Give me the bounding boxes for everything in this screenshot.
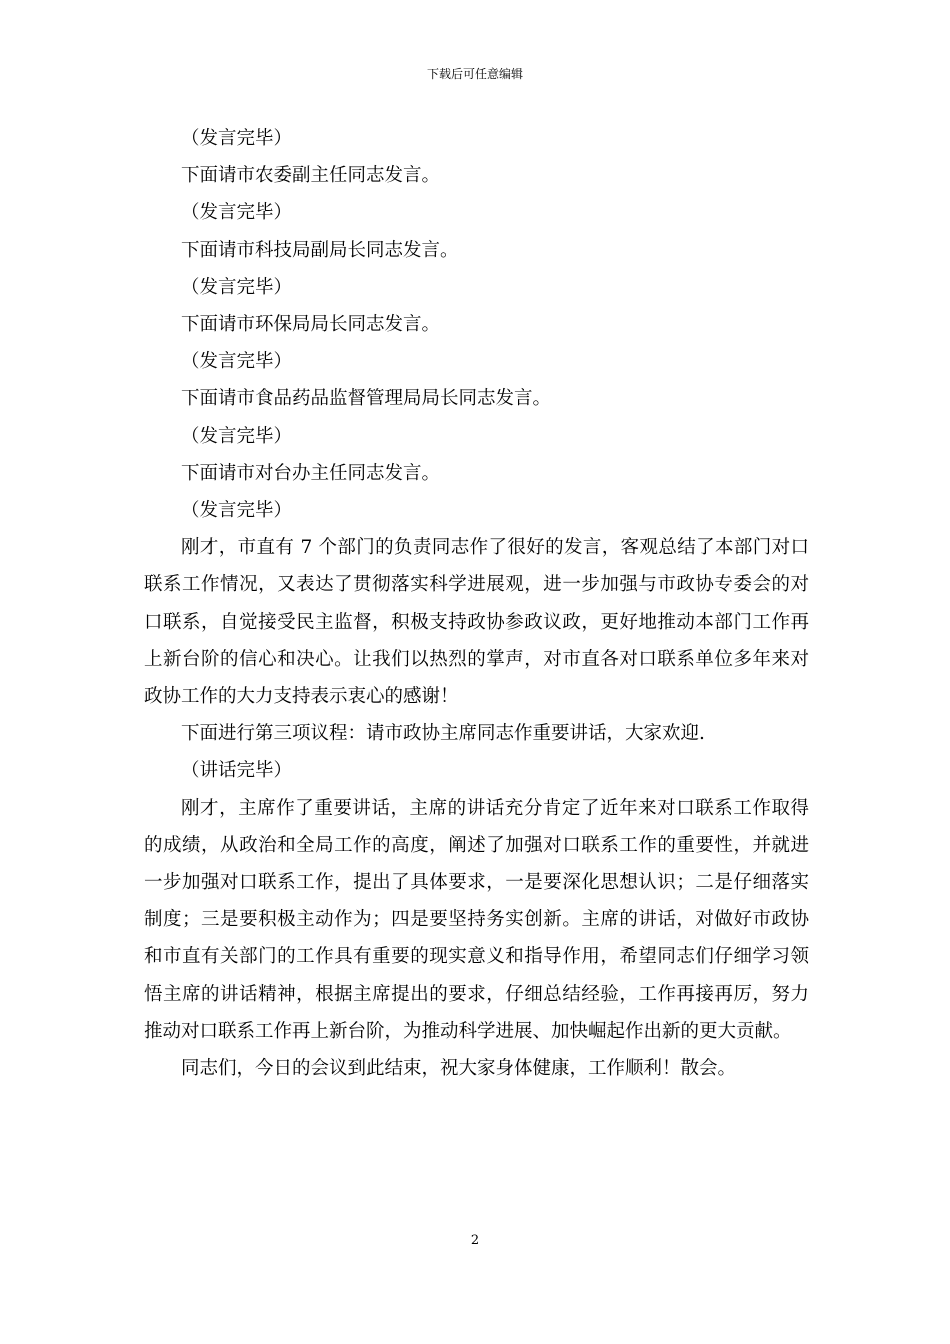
paragraph: 下面请市农委副主任同志发言。	[181, 165, 441, 187]
paragraph: 下面请市科技局副局长同志发言。	[181, 239, 459, 261]
paragraph: （讲话完毕）	[181, 760, 293, 782]
paragraph: （发言完毕）	[181, 351, 293, 373]
page-header: 下载后可任意编辑	[426, 67, 523, 81]
paragraph: 下面请市食品药品监督管理局局长同志发言。	[181, 388, 552, 410]
paragraph: （发言完毕）	[181, 128, 293, 149]
paragraph: 同志们，今日的会议到此结束，祝大家身体健康，工作顺利！散会。	[181, 1058, 737, 1080]
paragraph: （发言完毕）	[181, 425, 293, 447]
paragraph: 下面进行第三项议程：请市政协主席同志作重要讲话，大家欢迎.	[181, 723, 705, 745]
page-number: 2	[470, 1233, 480, 1248]
paragraph: （发言完毕）	[181, 202, 293, 224]
paragraph: 下面请市环保局局长同志发言。	[181, 314, 441, 336]
paragraph: （发言完毕）	[181, 276, 293, 298]
paragraph: （发言完毕）	[181, 500, 293, 522]
paragraph: 刚才，市直有 7 个部门的负责同志作了很好的发言，客观总结了本部门对口联系工作情况，又表达了贯彻落实科学进展观，进一步加强与市政协专委会的对口联系，自觉接受民主监督，积极支持政协参政议政，更好地推动本部门工作再上新台阶的信心和决心。让我们以热烈的掌声，对市直各对口联系单位多年来对政协工作的大力支持表示衷心的感谢！	[144, 537, 809, 708]
paragraph: 下面请市对台办主任同志发言。	[181, 462, 441, 484]
paragraph: 刚才，主席作了重要讲话，主席的讲话充分肯定了近年来对口联系工作取得的成绩，从政治和全局工作的高度，阐述了加强对口联系工作的重要性，并就进一步加强对口联系工作，提出了具体要求，一是要深化思想认识；二是仔细落实制度；三是要积极主动作为；四是要坚持务实创新。主席的讲话，对做好市政协和市直有关部门的工作具有重要的现实意义和指导作用，希望同志们仔细学习领悟主席的讲话精神，根据主席提出的要求，仔细总结经验，工作再接再厉，努力推动对口联系工作再上新台阶，为推动科学进展、加快崛起作出新的更大贡献。	[144, 797, 809, 1042]
document-body	[144, 120, 809, 1087]
